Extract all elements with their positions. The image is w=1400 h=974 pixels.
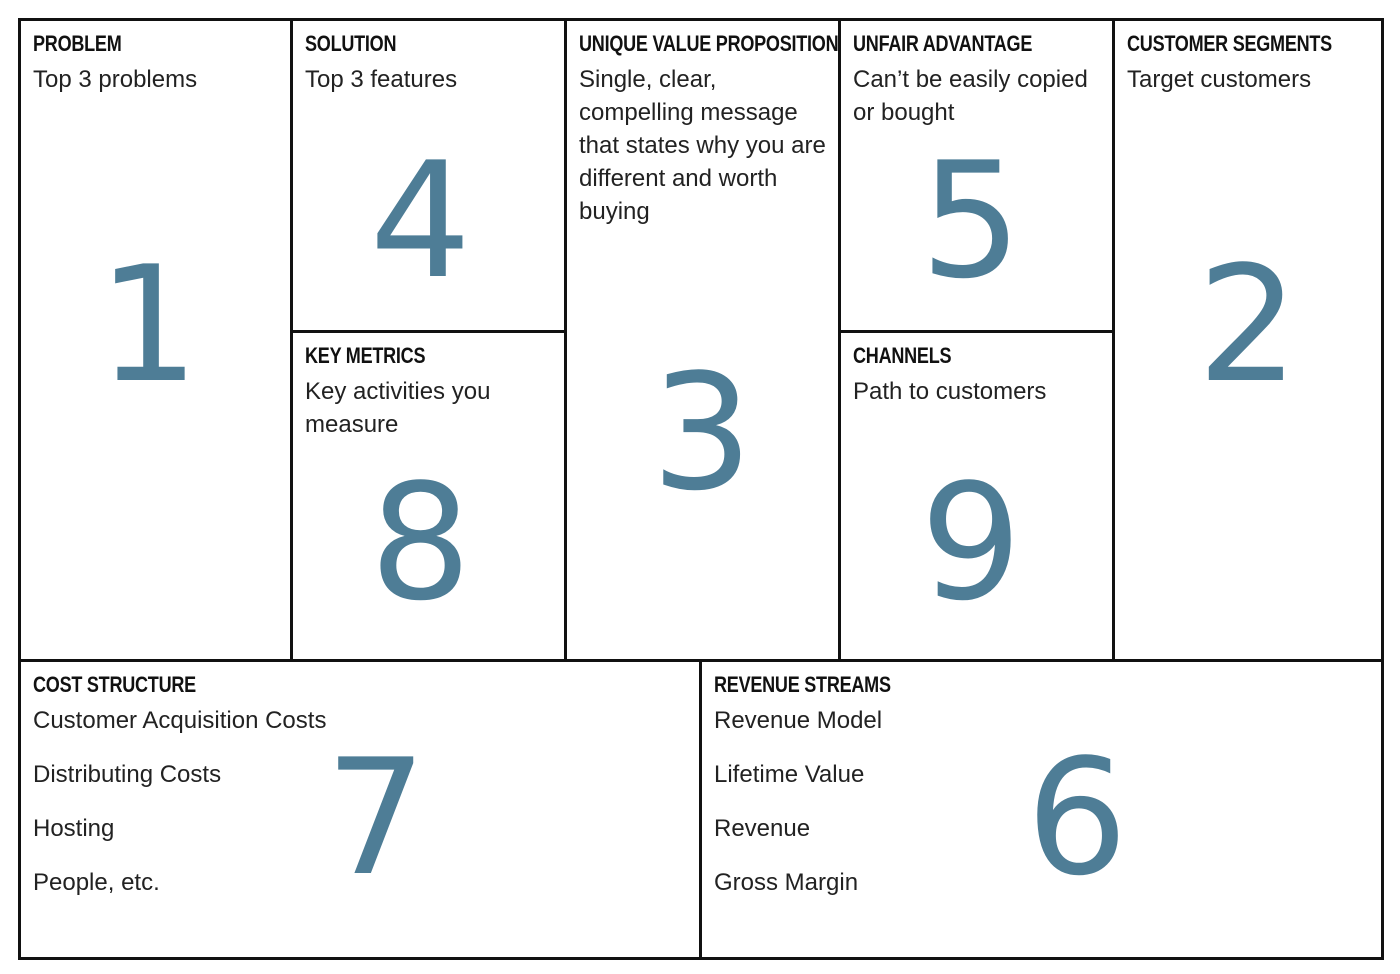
list-item: Lifetime Value	[714, 761, 865, 788]
solution-title: SOLUTION	[305, 31, 397, 56]
uvp-title: UNIQUE VALUE PROPOSITION	[579, 31, 839, 56]
problem-title: PROBLEM	[33, 31, 122, 56]
key-metrics-title: KEY METRICS	[305, 343, 426, 368]
uvp-number: 3	[651, 339, 753, 526]
solution-number: 4	[369, 127, 472, 314]
customer-segments-title: CUSTOMER SEGMENTS	[1127, 31, 1332, 56]
list-item: Gross Margin	[714, 869, 859, 896]
key-metrics-desc: Key activities you measure	[305, 378, 491, 438]
customer-segments-box	[1112, 18, 1384, 663]
cost-structure-list	[33, 704, 326, 920]
channels-title: CHANNELS	[853, 343, 952, 368]
cost-structure-number: 7	[325, 724, 427, 911]
list-item: Hosting	[33, 815, 115, 842]
customer-segments-number: 2	[1197, 231, 1299, 418]
channels-desc: Path to customers	[853, 378, 1047, 405]
revenue-streams-title: REVENUE STREAMS	[714, 672, 891, 697]
list-item: Distributing Costs	[33, 761, 222, 788]
list-item: Revenue Model	[714, 707, 883, 734]
key-metrics-number: 8	[369, 449, 472, 636]
channels-box	[838, 330, 1115, 663]
key-metrics-box	[290, 330, 567, 663]
unfair-advantage-number: 5	[920, 127, 1022, 314]
channels-number: 9	[920, 449, 1022, 636]
unfair-advantage-title: UNFAIR ADVANTAGE	[853, 31, 1033, 56]
solution-box	[290, 18, 567, 335]
problem-desc: Top 3 problems	[33, 66, 198, 93]
uvp-desc: Single, clear, compelling message that states why you are different and worth buying	[579, 66, 826, 225]
customer-segments-desc: Target customers	[1127, 66, 1312, 93]
unfair-advantage-desc: Can’t be easily copied or bought	[853, 66, 1088, 126]
cost-structure-box	[18, 659, 703, 960]
list-item: Revenue	[714, 815, 811, 842]
solution-desc: Top 3 features	[305, 66, 458, 93]
unfair-advantage-box	[838, 18, 1115, 335]
list-item: People, etc.	[33, 869, 160, 896]
revenue-streams-box	[699, 659, 1384, 960]
problem-number: 1	[97, 231, 200, 418]
list-item: Customer Acquisition Costs	[33, 707, 327, 734]
uvp-box	[564, 18, 841, 663]
revenue-streams-number: 6	[1026, 724, 1128, 911]
cost-structure-title: COST STRUCTURE	[33, 672, 196, 697]
revenue-streams-list	[714, 704, 882, 920]
problem-box	[18, 18, 293, 663]
